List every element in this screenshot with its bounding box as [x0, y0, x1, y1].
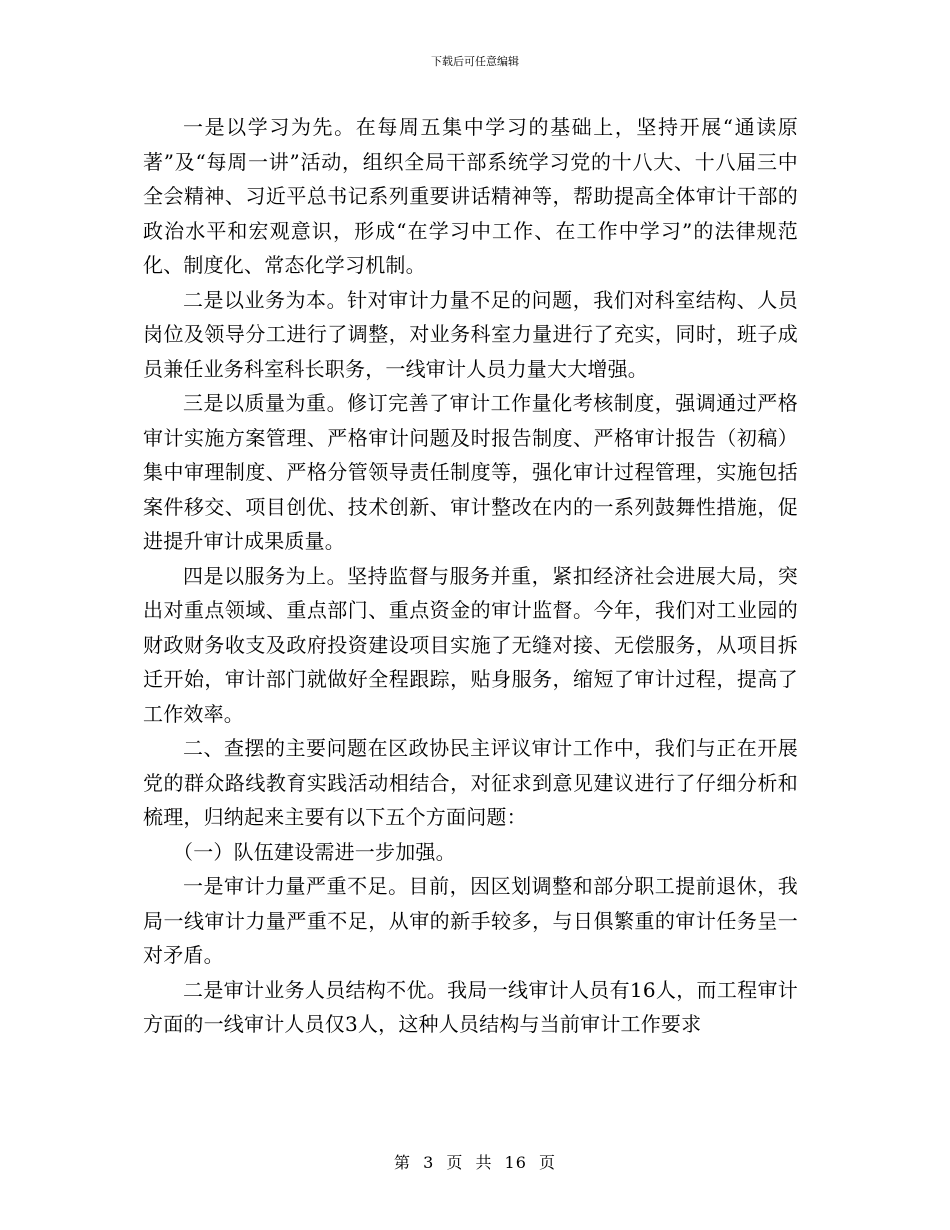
paragraph-business-basis: 二是以业务为本。针对审计力量不足的问题，我们对科室结构、人员岗位及领导分工进行了调整，对业务科室力量进行了充实，同时，班子成员兼任业务科室科长职务，一线审计人员力量大大增强。 — [143, 287, 798, 381]
paragraph-quality-priority: 三是以质量为重。修订完善了审计工作量化考核制度，强调通过严格审计实施方案管理、严格审计问题及时报告制度、严格审计报告（初稿）集中审理制度、严格分管领导责任制度等，强化审计过程管理，实施包括案件移交、项目创优、技术创新、审计整改在内的一系列鼓舞性措施，促进提升审计成果质量。 — [143, 391, 798, 553]
document-body — [143, 110, 798, 1042]
page-header: 下载后可任意编辑 — [431, 55, 519, 68]
section-heading-team-building: （一）队伍建设需进一步加强。 — [173, 839, 456, 864]
paragraph-main-problems: 二、查摆的主要问题在区政协民主评议审计工作中，我们与正在开展党的群众路线教育实践活动相结合，对征求到意见建议进行了仔细分析和梳理，归纳起来主要有以下五个方面问题： — [143, 736, 798, 829]
paragraph-service-priority: 四是以服务为上。坚持监督与服务并重，紧扣经济社会进展大局，突出对重点领域、重点部门、重点资金的审计监督。今年，我们对工业园的财政财务收支及政府投资建设项目实施了无缝对接、无偿服务，从项目拆迁开始，审计部门就做好全程跟踪，贴身服务，缩短了审计过程，提高了工作效率。 — [143, 563, 798, 726]
paragraph-staff-structure: 二是审计业务人员结构不优。我局一线审计人员有16人，而工程审计方面的一线审计人员仅3人，这种人员结构与当前审计工作要求 — [143, 977, 798, 1036]
page-number-footer: 第 3 页 共 16 页 — [394, 1153, 556, 1172]
paragraph-audit-shortage: 一是审计力量严重不足。目前，因区划调整和部分职工提前退休，我局一线审计力量严重不足，从审的新手较多，与日俱繁重的审计任务呈一对矛盾。 — [143, 874, 798, 967]
paragraph-study-first: 一是以学习为先。在每周五集中学习的基础上，坚持开展“通读原著”及“每周一讲”活动，组织全局干部系统学习党的十八大、十八届三中全会精神、习近平总书记系列重要讲话精神等，帮助提高全体审计干部的政治水平和宏观意识，形成“在学习中工作、在工作中学习”的法律规范化、制度化、常态化学习机制。 — [143, 115, 798, 277]
